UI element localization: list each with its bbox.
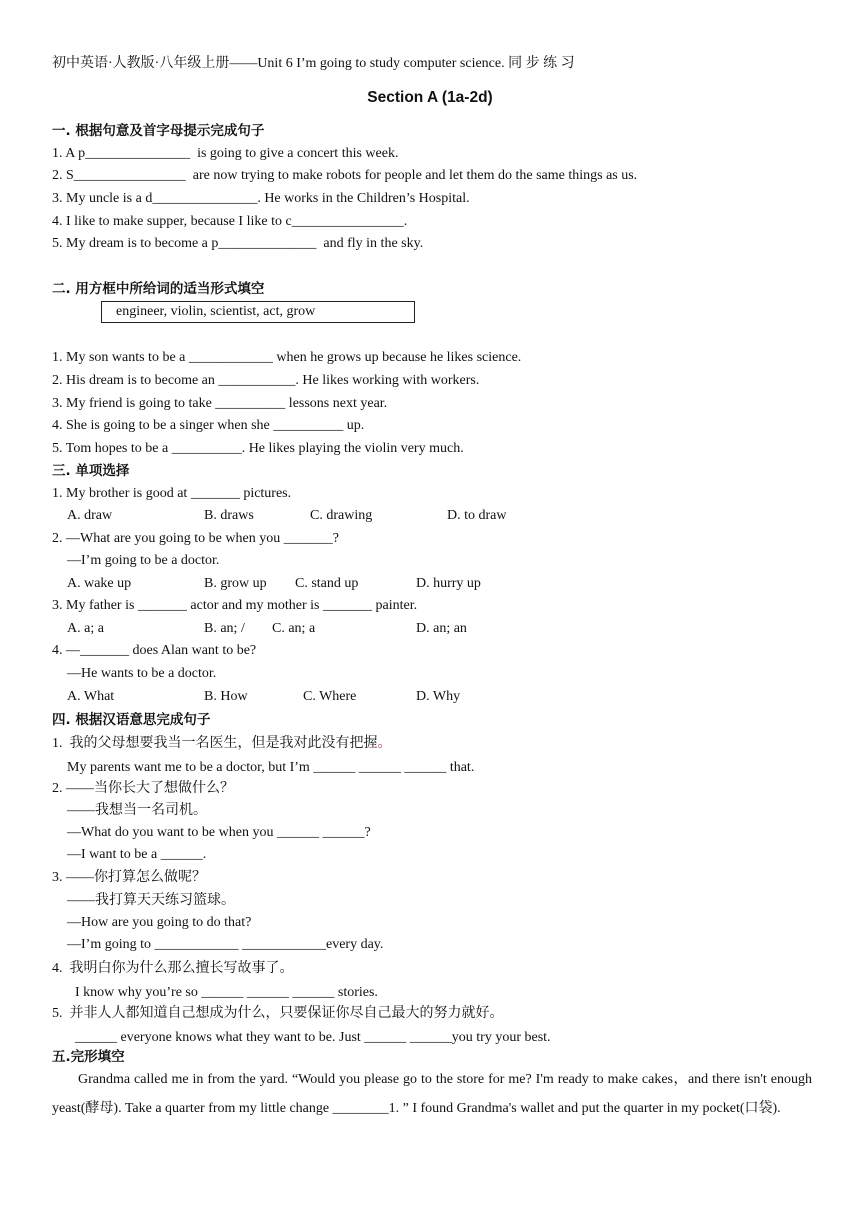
s3-q3-option-c: C. an; a (272, 621, 316, 636)
s1-item-2: 2. S________________ are now trying to make robots for people and let them do the same things as us. (52, 168, 638, 183)
s3-q2-question: 2. —What are you going to be when you _______? (52, 531, 339, 546)
s3-q2-option-b: B. grow up (204, 576, 267, 591)
s3-q1-option-b: B. draws (204, 508, 254, 523)
page-header: 初中英语·人教版·八年级上册——Unit 6 I’m going to study computer science. 同 步 练 习 (52, 56, 575, 71)
s4-q1-chinese-text: 1. 我的父母想要我当一名医生，但是我对此没有把握 (52, 736, 378, 751)
s1-item-5: 5. My dream is to become a p______________ and fly in the sky. (52, 236, 424, 251)
s4-q3-chinese-1: 3. ——你打算怎么做呢？ (52, 870, 206, 885)
section-5-heading: 五.完形填空 (52, 1049, 125, 1065)
s3-q3-option-d: D. an; an (416, 621, 467, 636)
s1-item-3: 3. My uncle is a d_______________. He works in the Children’s Hospital. (52, 191, 470, 206)
s2-item-1: 1. My son wants to be a ____________ when he grows up because he likes science. (52, 350, 522, 365)
s4-q4-chinese: 4. 我明白你为什么那么擅长写故事了。 (52, 961, 294, 976)
s1-item-4: 4. I like to make supper, because I like to c________________. (52, 214, 408, 229)
s2-item-4: 4. She is going to be a singer when she __________ up. (52, 418, 365, 433)
s4-q2-english-2: —I want to be a ______. (67, 847, 207, 862)
s3-q2-answer-line: —I’m going to be a doctor. (67, 553, 220, 568)
s3-q3-option-b: B. an; / (204, 621, 245, 636)
s3-q4-option-c: C. Where (303, 689, 357, 704)
s3-q4-option-b: B. How (204, 689, 248, 704)
s4-q3-english-2: —I’m going to ____________ ____________every day. (67, 937, 384, 952)
section-4-heading: 四. 根据汉语意思完成句子 (52, 712, 211, 728)
s4-q1-chinese (52, 735, 392, 753)
s2-item-5: 5. Tom hopes to be a __________. He likes playing the violin very much. (52, 441, 464, 456)
s3-q4-answer-line: —He wants to be a doctor. (67, 666, 217, 681)
s4-q2-chinese-1: 2. ——当你长大了想做什么？ (52, 781, 234, 796)
s3-q4-question: 4. —_______ does Alan want to be? (52, 643, 257, 658)
s3-q4-option-d: D. Why (416, 689, 461, 704)
s3-q1-option-c: C. drawing (310, 508, 373, 523)
page-title: Section A (1a-2d) (367, 89, 493, 106)
s3-q4-option-a: A. What (67, 689, 115, 704)
s3-q2-option-c: C. stand up (295, 576, 359, 591)
s2-item-2: 2. His dream is to become an ___________. He likes working with workers. (52, 373, 480, 388)
word-box-text: engineer, violin, scientist, act, grow (116, 304, 316, 319)
s3-q2-option-a: A. wake up (67, 576, 132, 591)
section-2-heading: 二. 用方框中所给词的适当形式填空 (52, 281, 265, 297)
s3-q1: 1. My brother is good at _______ pictures. (52, 486, 292, 501)
word-box (101, 301, 415, 323)
s4-q1-chinese-end: 。 (377, 736, 392, 751)
s4-q2-english-1: —What do you want to be when you ______ ______? (67, 825, 371, 840)
s4-q3-english-1: —How are you going to do that? (67, 915, 252, 930)
section-1-heading: 一. 根据句意及首字母提示完成句子 (52, 123, 265, 139)
s4-q4-english: I know why you’re so ______ ______ ______ stories. (75, 985, 378, 1000)
s3-q1-option-d: D. to draw (447, 508, 507, 523)
s3-q3-option-a: A. a; a (67, 621, 104, 636)
s3-q3: 3. My father is _______ actor and my mother is _______ painter. (52, 598, 418, 613)
s4-q1-english: My parents want me to be a doctor, but I’m ______ ______ ______ that. (67, 760, 475, 775)
s4-q5-english: ______ everyone knows what they want to be. Just ______ ______you try your best. (75, 1030, 551, 1045)
s4-q2-chinese-2: ——我想当一名司机。 (67, 803, 207, 818)
s3-q2-option-d: D. hurry up (416, 576, 481, 591)
cloze-paragraph: Grandma called me in from the yard. “Would you please go to the store for me? I'm ready to make cakes，and there isn't enough yeast(酵母). Take a quarter from my little change ________1. ” I found Grandma's wallet and put the quarter in my pocket(口袋). (52, 1072, 812, 1116)
s3-q1-option-a: A. draw (67, 508, 113, 523)
s4-q5-chinese: 5. 并非人人都知道自己想成为什么，只要保证你尽自己最大的努力就好。 (52, 1006, 504, 1021)
s1-item-1: 1. A p_______________ is going to give a concert this week. (52, 146, 399, 161)
s4-q3-chinese-2: ——我打算天天练习篮球。 (67, 893, 235, 908)
s2-item-3: 3. My friend is going to take __________ lessons next year. (52, 396, 388, 411)
section-3-heading: 三. 单项选择 (52, 463, 130, 479)
